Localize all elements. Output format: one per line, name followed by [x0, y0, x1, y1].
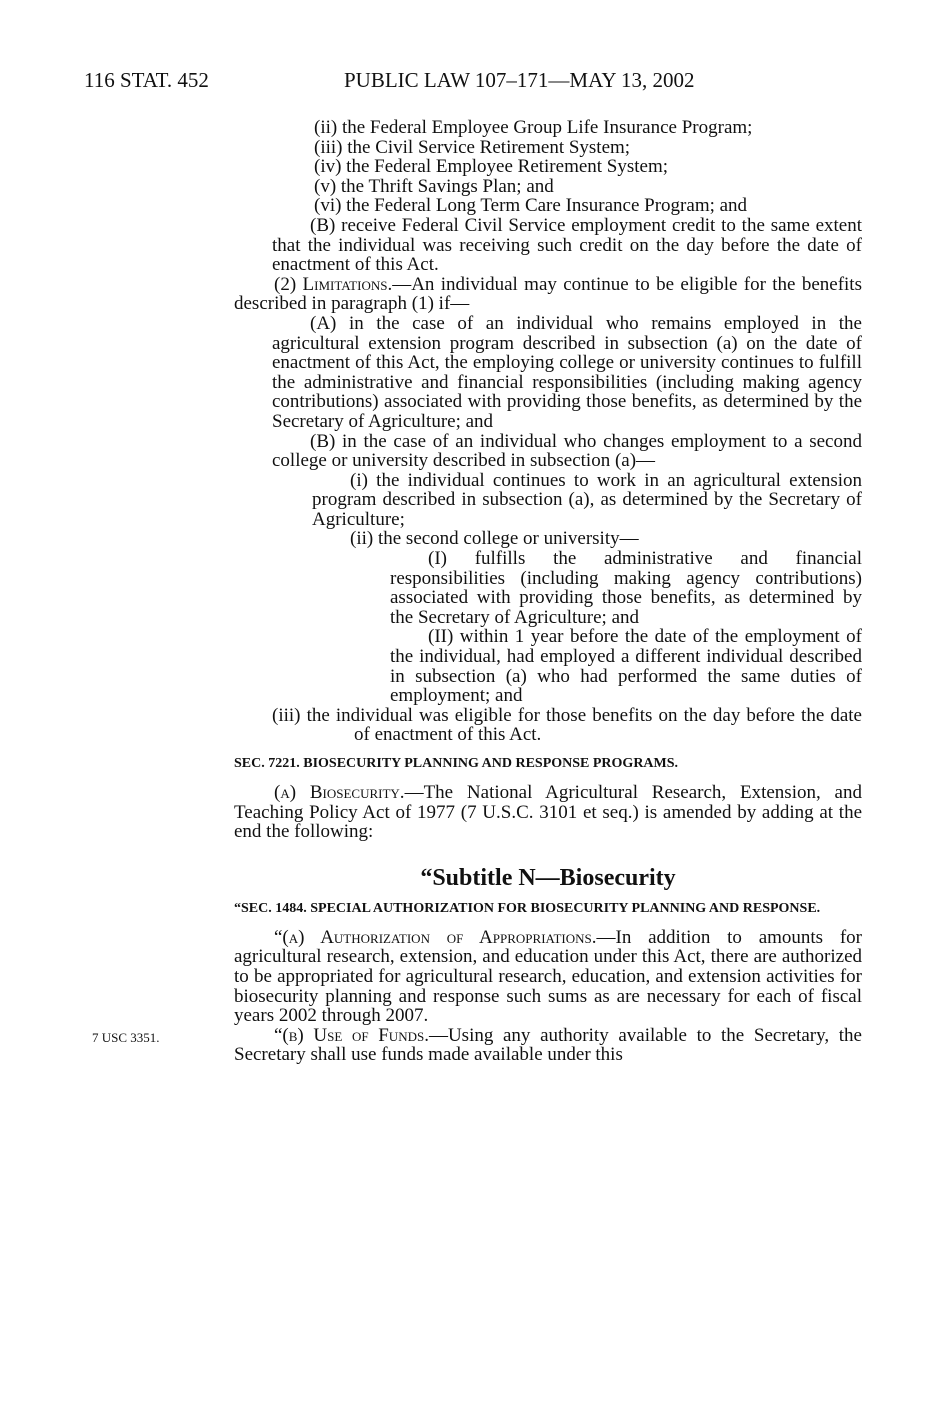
paragraph: (I) fulfills the administrative and financial responsibilities (including making agency contributions) associated with providing those benefits, as determined by the Secretary of Agriculture; and: [390, 548, 862, 628]
paragraph: (vi) the Federal Long Term Care Insurance Program; and: [314, 195, 748, 217]
usc-margin-note: 7 USC 3351.: [92, 1030, 160, 1045]
section-heading: “SEC. 1484. SPECIAL AUTHORIZATION FOR BIOSECURITY PLANNING AND RESPONSE.: [234, 900, 821, 916]
paragraph: [234, 1026, 862, 1065]
paragraph: (II) within 1 year before the date of the employment of the individual, had employed a different individual described in subsection (a) who had performed the same duties of employment; and: [390, 626, 862, 707]
paragraph: [234, 783, 862, 842]
paragraph: (A) in the case of an individual who remains employed in the agricultural extension program described in subsection (a) on the date of enactment of this Act, the employing college or university continues to fulfill the administrative and financial responsibilities (including making agency contributions) associated with providing those benefits, as determined by the Secretary of Agriculture; and: [272, 312, 862, 432]
paragraph: (ii) the second college or university—: [350, 528, 639, 550]
paragraph-body: —In addition to amounts for agricultural research, extension, and education under this Act, there are authorized to be appropriated for agricultural research, education, and extension activities for biosecurity planning and response such sums as are necessary for each of fiscal years 2002 through 2007.: [234, 926, 863, 1027]
paragraph-heading: (2) Limitations.: [274, 273, 393, 295]
paragraph: (iii) the individual was eligible for those benefits on the day before the date of enactment of this Act.: [272, 704, 862, 746]
paragraph-heading: “(a) Authorization of Appropriations.: [274, 926, 597, 948]
paragraph: (iii) the Civil Service Retirement System;: [314, 136, 631, 158]
paragraph-body: —An individual may continue to be eligible for the benefits described in paragraph (1) if—: [234, 273, 862, 315]
subtitle-heading: “Subtitle N—Biosecurity: [420, 864, 676, 891]
paragraph: (ii) the Federal Employee Group Life Insurance Program;: [314, 117, 753, 138]
paragraph-heading: (a) Biosecurity.: [274, 782, 405, 803]
paragraph: (B) in the case of an individual who changes employment to a second college or university described in subsection (a)—: [272, 430, 862, 472]
body-text: [234, 118, 862, 1065]
paragraph: (i) the individual continues to work in an agricultural extension program described in subsection (a), as determined by the Secretary of Agriculture;: [312, 469, 862, 530]
paragraph: (iv) the Federal Employee Retirement System;: [314, 156, 669, 178]
paragraph: (B) receive Federal Civil Service employment credit to the same extent that the individual was receiving such credit on the day before the date of enactment of this Act.: [272, 214, 862, 276]
paragraph-body: —Using any authority available to the Secretary, the Secretary shall use funds made available under this: [234, 1024, 862, 1066]
paragraph: [234, 928, 862, 1026]
public-law-title: PUBLIC LAW 107–171—MAY 13, 2002: [344, 68, 695, 92]
page-header: [84, 68, 864, 98]
paragraph: [234, 275, 862, 314]
paragraph-heading: “(b) Use of Funds.: [274, 1024, 429, 1046]
section-heading: SEC. 7221. BIOSECURITY PLANNING AND RESPONSE PROGRAMS.: [234, 756, 679, 771]
paragraph: (v) the Thrift Savings Plan; and: [314, 175, 554, 197]
paragraph-body: —The National Agricultural Research, Extension, and Teaching Policy Act of 1977 (7 U.S.C. 3101 et seq.) is amended by adding at the end the following:: [234, 782, 862, 843]
statute-page-number: 116 STAT. 452: [84, 68, 209, 92]
